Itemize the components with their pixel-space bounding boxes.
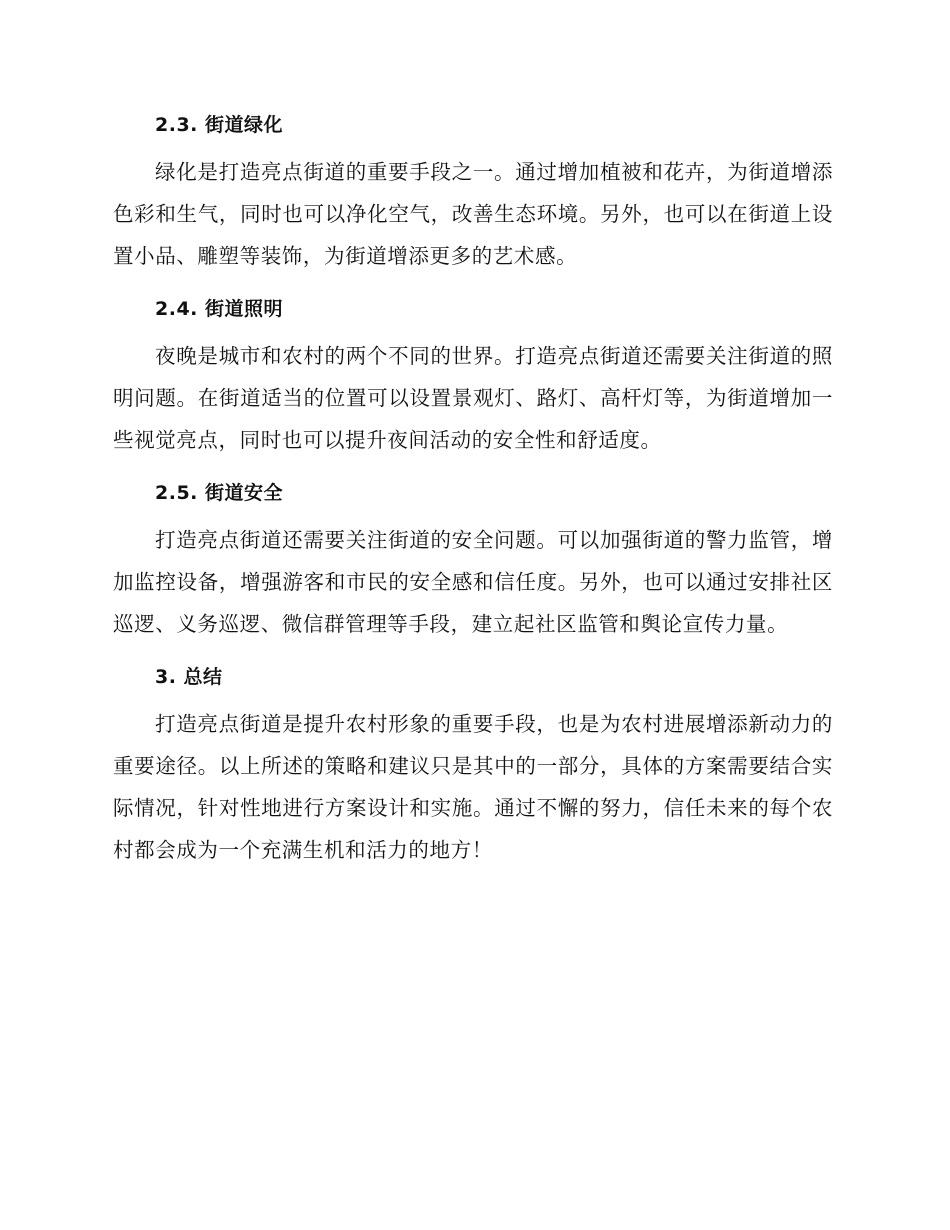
section-heading-summary: 3. 总结 <box>155 666 223 688</box>
section-paragraph-summary: 打造亮点街道是提升农村形象的重要手段，也是为农村进展增添新动力的重要途径。以上所述的策略和建议只是其中的一部分，具体的方案需要结合实际情况，针对性地进行方案设计和实施。通过不懈的努力，信任未来的每个农村都会成为一个充满生机和活力的地方！ <box>113 712 833 862</box>
section-heading-street-safety: 2.5. 街道安全 <box>155 482 283 504</box>
section-paragraph-street-greening: 绿化是打造亮点街道的重要手段之一。通过增加植被和花卉，为街道增添色彩和生气，同时也可以净化空气，改善生态环境。另外，也可以在街道上设置小品、雕塑等装饰，为街道增添更多的艺术感。 <box>113 160 833 268</box>
section-heading-street-lighting: 2.4. 街道照明 <box>155 298 283 320</box>
section-heading-street-greening: 2.3. 街道绿化 <box>155 114 283 136</box>
section-paragraph-street-safety: 打造亮点街道还需要关注街道的安全问题。可以加强街道的警力监管，增加监控设备，增强游客和市民的安全感和信任度。另外，也可以通过安排社区巡逻、义务巡逻、微信群管理等手段，建立起社区监管和舆论宣传力量。 <box>113 528 833 636</box>
document-body <box>113 105 833 883</box>
section-paragraph-street-lighting: 夜晚是城市和农村的两个不同的世界。打造亮点街道还需要关注街道的照明问题。在街道适当的位置可以设置景观灯、路灯、高杆灯等，为街道增加一些视觉亮点，同时也可以提升夜间活动的安全性和舒适度。 <box>113 344 833 452</box>
